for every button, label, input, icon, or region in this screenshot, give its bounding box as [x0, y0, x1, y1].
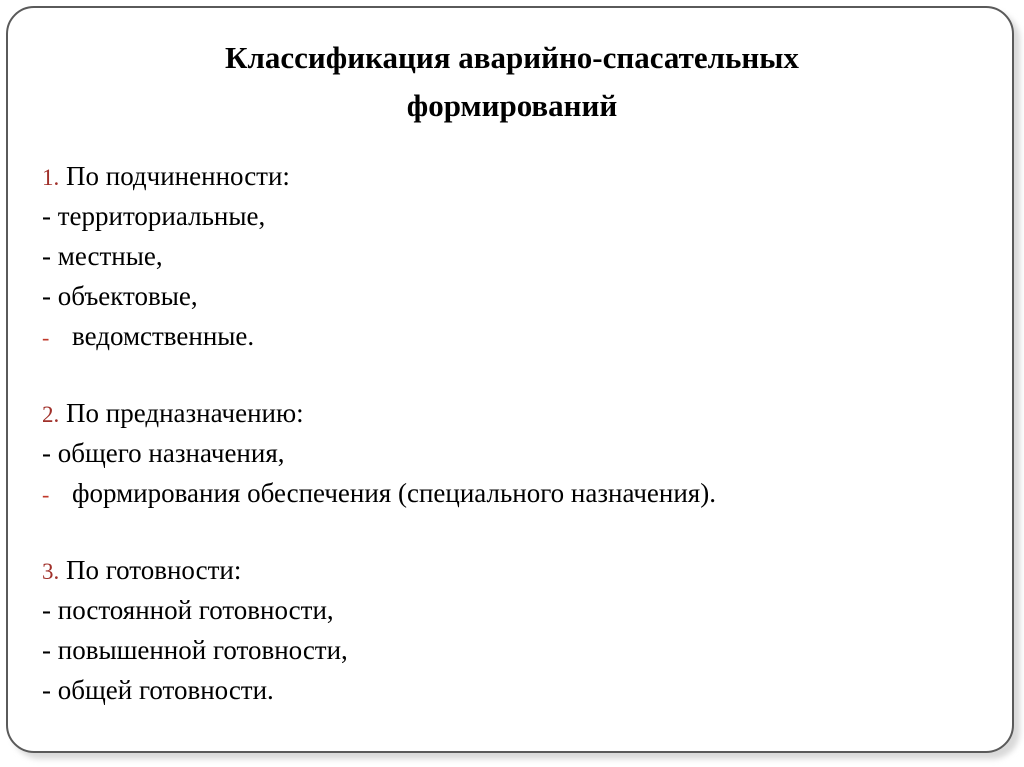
classification-list	[42, 156, 716, 710]
list-item-red-dash: -	[42, 325, 50, 350]
list-item	[42, 670, 716, 710]
section-heading-label: По предназначению:	[66, 398, 304, 428]
section-heading-label: По подчиненности:	[66, 161, 290, 191]
section-heading-label: По готовности:	[66, 555, 242, 585]
list-item-dash: -	[42, 201, 58, 231]
slide-title-line-1: Классификация аварийно-спасательных	[225, 40, 799, 75]
list-item-text: общего назначения,	[57, 438, 285, 468]
section-heading-purpose	[42, 393, 716, 433]
list-item	[42, 316, 716, 356]
list-item	[42, 630, 716, 670]
list-item-text: местные,	[57, 241, 163, 271]
section-heading-subordination	[42, 156, 716, 196]
section-number: 1.	[42, 165, 60, 190]
section-number: 2.	[42, 402, 60, 427]
list-item-text: повышенной готовности,	[57, 635, 348, 665]
list-item-text: ведомственные.	[72, 321, 255, 351]
list-item	[42, 236, 716, 276]
list-item-dash: -	[42, 281, 58, 311]
section-spacer	[42, 513, 716, 550]
list-item-dash: -	[42, 241, 58, 271]
list-item-dash: -	[42, 635, 58, 665]
list-item	[42, 196, 716, 236]
section-spacer	[42, 356, 716, 393]
list-item-dash: -	[42, 595, 58, 625]
list-item-text: общей готовности.	[57, 675, 274, 705]
list-item-text: территориальные,	[57, 201, 266, 231]
list-item-text: объектовые,	[57, 281, 198, 311]
list-item	[42, 276, 716, 316]
section-heading-readiness	[42, 550, 716, 590]
list-item-text: постоянной готовности,	[57, 595, 334, 625]
list-item-dash: -	[42, 438, 58, 468]
list-item	[42, 590, 716, 630]
list-item-text: формирования обеспечения (специального назначения).	[72, 478, 716, 508]
list-item	[42, 433, 716, 473]
list-item	[42, 473, 716, 513]
slide-title	[0, 34, 1024, 130]
section-number: 3.	[42, 559, 60, 584]
list-item-red-dash: -	[42, 482, 50, 507]
slide-title-line-2: формирований	[406, 88, 618, 123]
list-item-dash: -	[42, 675, 58, 705]
